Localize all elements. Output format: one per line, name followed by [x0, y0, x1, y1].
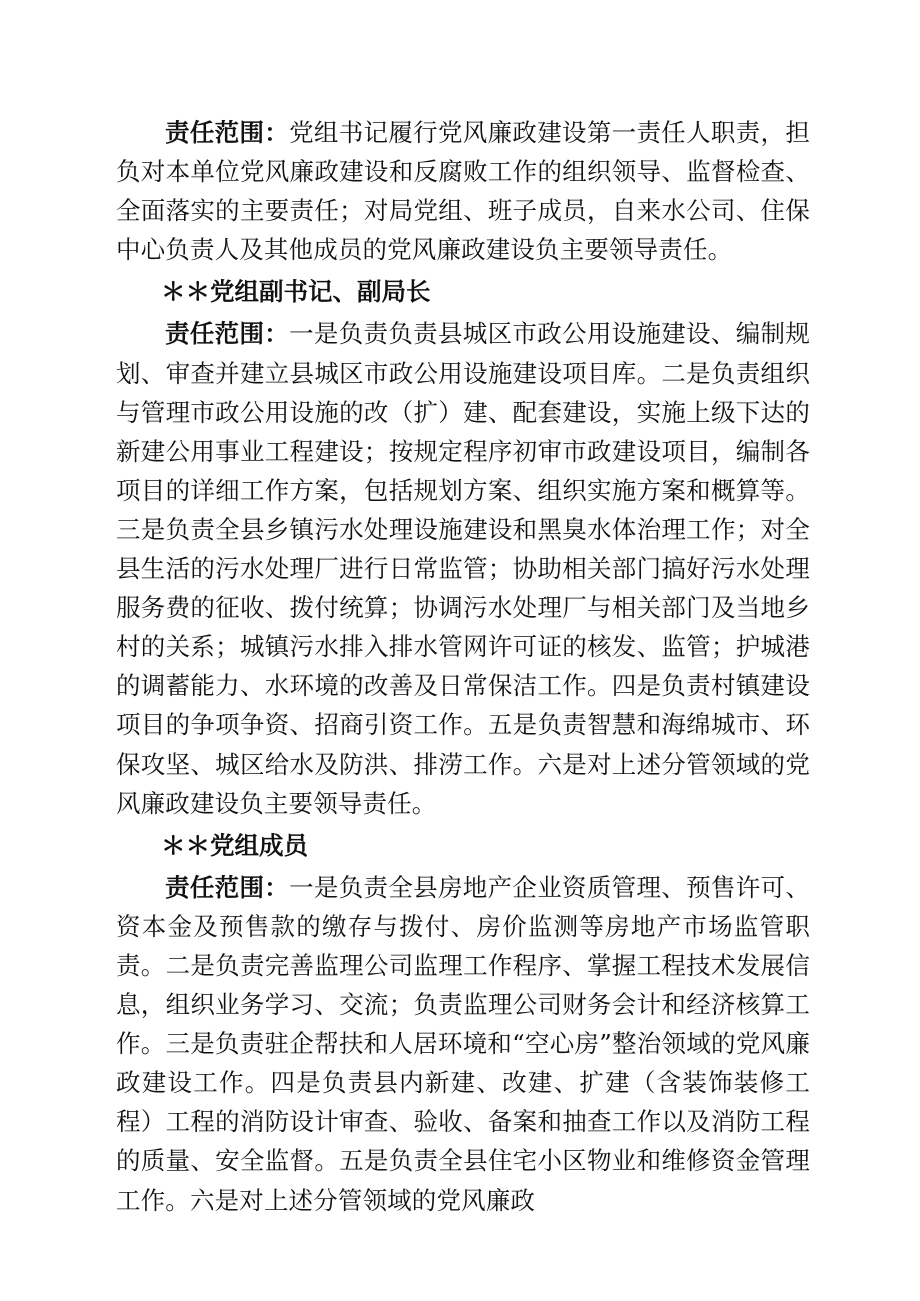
paragraph-secretary-scope: [116, 113, 810, 269]
scope-label: 责任范围：: [165, 872, 290, 902]
scope-label: 责任范围：: [165, 319, 290, 349]
scope-label: 责任范围：: [165, 118, 290, 147]
scope-text: 一是负责负责县城区市政公用设施建设、编制规划、审查并建立县城区市政公用设施建设项目库。二是负责组织与管理市政公用设施的改（扩）建、配套建设，实施上级下达的新建公用事业工程建设；按规定程序初审市政建设项目，编制各项目的详细工作方案，包括规划方案、组织实施方案和概算等。三是负责全县乡镇污水处理设施建设和黑臭水体治理工作；对全县生活的污水处理厂进行日常监管；协助相关部门搞好污水处理服务费的征收、拨付统算；协调污水处理厂与相关部门及当地乡村的关系；城镇污水排入排水管网许可证的核发、监管；护城港的调蓄能力、水环境的改善及日常保洁工作。四是负责村镇建设项目的争项争资、招商引资工作。五是负责智慧和海绵城市、环保攻坚、城区给水及防洪、排涝工作。六是对上述分管领域的党风廉政建设负主要领导责任。: [116, 319, 811, 818]
document-body: [116, 113, 810, 1220]
paragraph-member-scope: [116, 868, 810, 1220]
heading-party-member: ＊＊党组成员: [161, 830, 308, 860]
heading-deputy-secretary: ＊＊党组副书记、副局长: [161, 277, 431, 307]
scope-text: 一是负责全县房地产企业资质管理、预售许可、资本金及预售款的缴存与拨付、房价监测等房地产市场监管职责。二是负责完善监理公司监理工作程序、掌握工程技术发展信息，组织业务学习、交流；负责监理公司财务会计和经济核算工作。三是负责驻企帮扶和人居环境和“空心房”整治领域的党风廉政建设工作。四是负责县内新建、改建、扩建（含装饰装修工程）工程的消防设计审查、验收、备案和抽查工作以及消防工程的质量、安全监督。五是负责全县住宅小区物业和维修资金管理工作。六是对上述分管领域的党风廉政: [116, 872, 811, 1215]
scope-text: 党组书记履行党风廉政建设第一责任人职责，担负对本单位党风廉政建设和反腐败工作的组织领导、监督检查、全面落实的主要责任；对局党组、班子成员，自来水公司、住保中心负责人及其他成员的党风廉政建设负主要领导责任。: [116, 118, 811, 265]
paragraph-deputy-scope: [116, 314, 810, 822]
